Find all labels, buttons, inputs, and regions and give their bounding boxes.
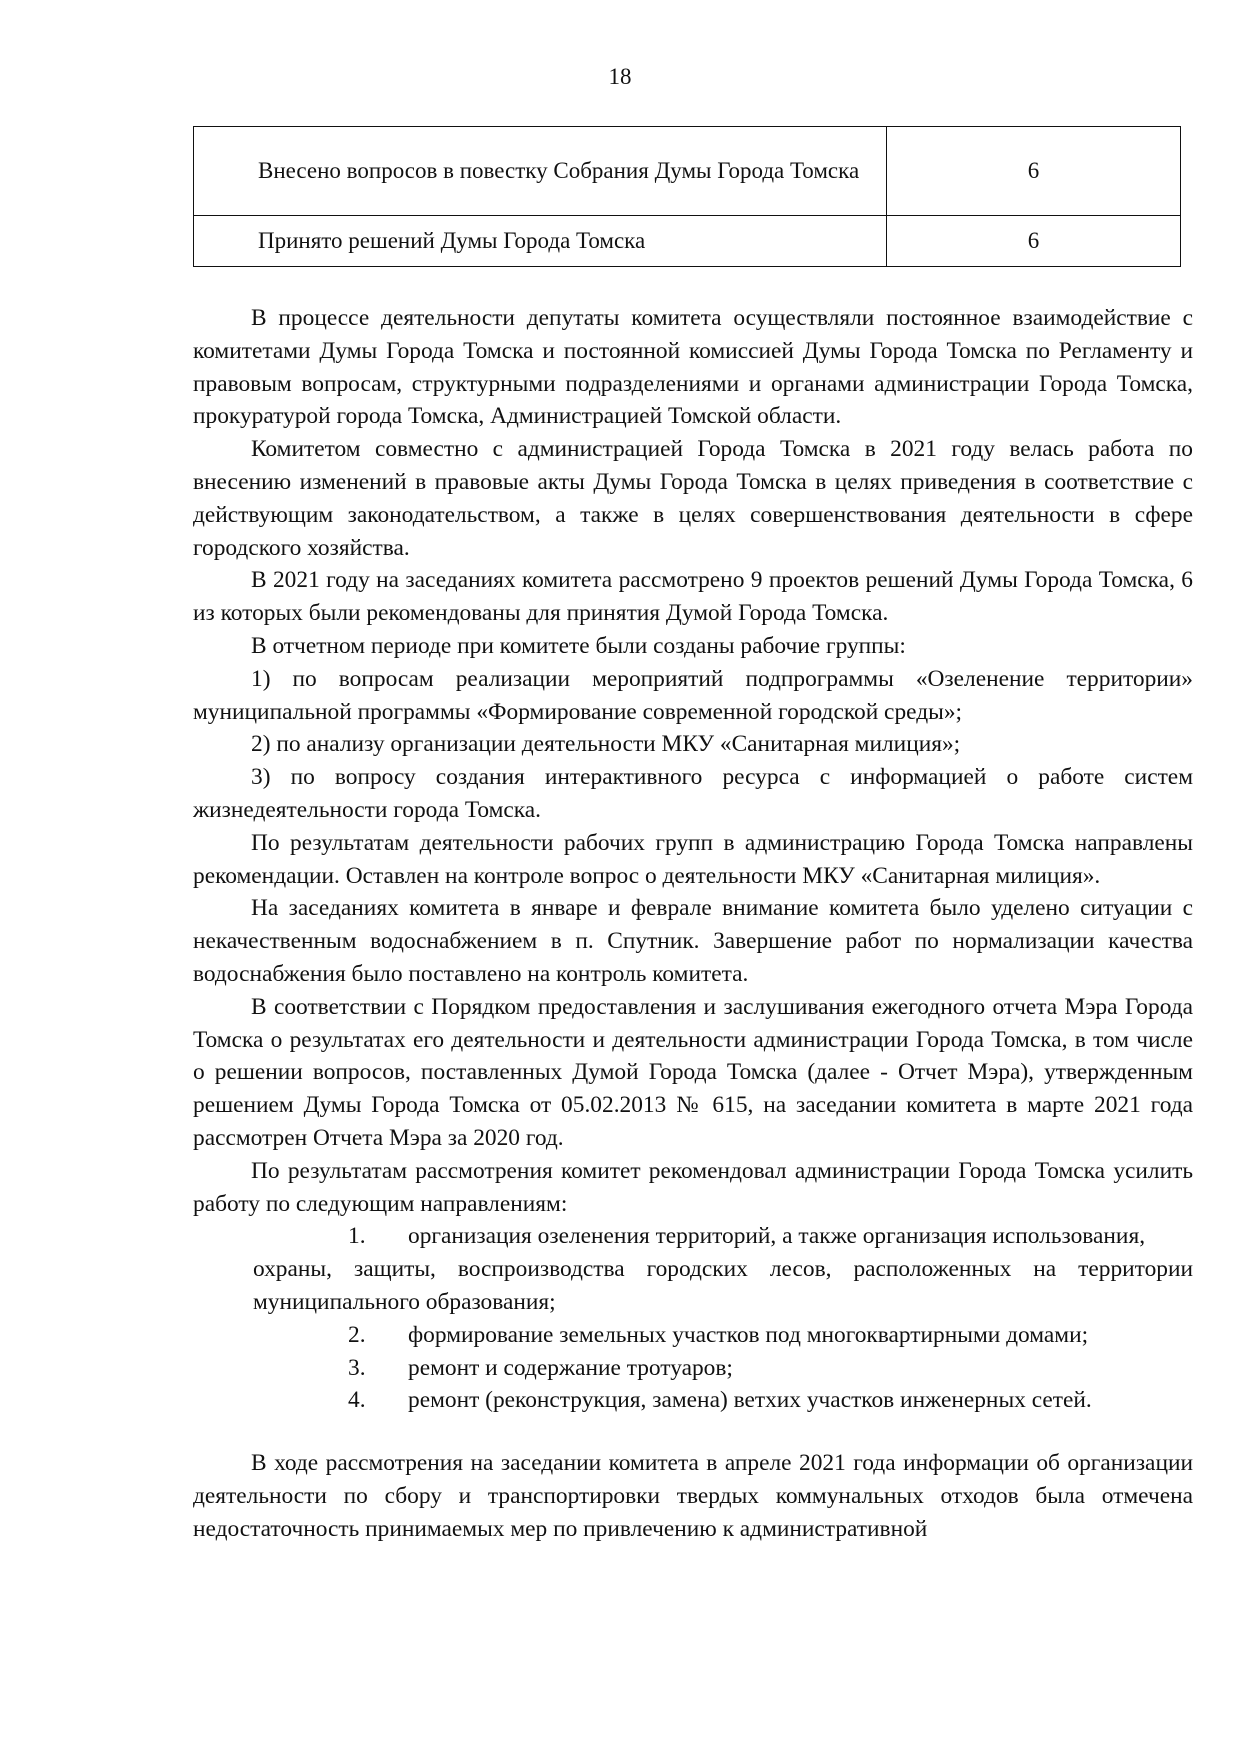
list-number: 1.: [348, 1223, 366, 1250]
list-number: 3.: [348, 1354, 366, 1381]
list-item: [193, 1384, 1193, 1417]
paragraph: В ходе рассмотрения на заседании комитета в апреле 2021 года информации об организации деятельности по сбору и транспортировки твердых коммунальных отходов была отмечена недостаточность принимаемых мер по привлечению к административной: [193, 1450, 1193, 1542]
paragraph: По результатам деятельности рабочих групп в администрацию Города Томска направлены рекомендации. Оставлен на контроле вопрос о деятельности МКУ «Санитарная милиция».: [193, 829, 1193, 889]
paragraph: По результатам рассмотрения комитет рекомендовал администрации Города Томска усилить работу по следующим направлениям:: [193, 1157, 1193, 1217]
list-number: 2.: [348, 1321, 366, 1348]
summary-table: [193, 126, 1181, 267]
list-number: 4.: [348, 1387, 366, 1414]
cell-text: Принято решений Думы Города Томска: [258, 228, 646, 253]
list-item: [193, 1319, 1193, 1352]
cell-text: Внесено вопросов в повестку Собрания Думы Города Томска: [258, 158, 860, 183]
table-row: [194, 127, 1181, 216]
paragraph: В соответствии с Порядком предоставления и заслушивания ежегодного отчета Мэра Города Томска о результатах его деятельности и деятельности администрации Города Томска, в том числе о решении вопросов, поставленных Думой Города Томска (далее - Отчет Мэра), утвержденным решением Думы Города Томска от 05.02.2013 № 615, на заседании комитета в марте 2021 года рассмотрен Отчета Мэра за 2020 год.: [193, 993, 1193, 1151]
list-text: формирование земельных участков под многоквартирными домами;: [408, 1321, 1089, 1348]
table-cell-value: 6: [887, 127, 1181, 216]
page-number: 18: [608, 64, 632, 89]
list-item: [193, 1220, 1193, 1318]
table-cell-value: 6: [887, 216, 1181, 267]
table-cell-label: [194, 216, 887, 267]
table-row: [194, 216, 1181, 267]
paragraph: На заседаниях комитета в январе и феврале внимание комитета было уделено ситуации с некачественным водоснабжением в п. Спутник. Завершение работ по нормализации качества водоснабжения было поставлено на контроль комитета.: [193, 895, 1193, 987]
paragraph: В 2021 году на заседаниях комитета рассмотрено 9 проектов решений Думы Города Томска, 6 из которых были рекомендованы для принятия Думой Города Томска.: [193, 567, 1193, 627]
list-item: [193, 1352, 1193, 1385]
paragraph: 1) по вопросам реализации мероприятий подпрограммы «Озеленение территории» муниципальной программы «Формирование современной городской среды»;: [193, 665, 1193, 725]
paragraph: В отчетном периоде при комитете были созданы рабочие группы:: [251, 632, 906, 659]
list-text-continued: охраны, защиты, воспроизводства городских лесов, расположенных на территории муниципального образования;: [253, 1256, 1193, 1315]
table-cell-label: [194, 127, 887, 216]
paragraph: 3) по вопросу создания интерактивного ресурса с информацией о работе систем жизнедеятельности города Томска.: [193, 764, 1193, 823]
list-text: ремонт и содержание тротуаров;: [408, 1354, 733, 1381]
document-body: [193, 302, 1193, 1545]
list-text: организация озеленения территорий, а также организация использования,: [408, 1223, 1146, 1250]
paragraph: Комитетом совместно с администрацией Города Томска в 2021 году велась работа по внесению изменений в правовые акты Думы Города Томска в целях приведения в соответствие с действующим законодательством, а также в целях совершенствования деятельности в сфере городского хозяйства.: [193, 436, 1193, 561]
paragraph: 2) по анализу организации деятельности МКУ «Санитарная милиция»;: [251, 731, 961, 758]
list-text: ремонт (реконструкция, замена) ветхих участков инженерных сетей.: [408, 1387, 1092, 1414]
paragraph: В процессе деятельности депутаты комитета осуществляли постоянное взаимодействие с комитетами Думы Города Томска и постоянной комиссией Думы Города Томска по Регламенту и правовым вопросам, структурными подразделениями и органами администрации Города Томска, прокуратурой города Томска, Администрацией Томской области.: [193, 305, 1193, 430]
recommendation-list: [193, 1220, 1193, 1417]
